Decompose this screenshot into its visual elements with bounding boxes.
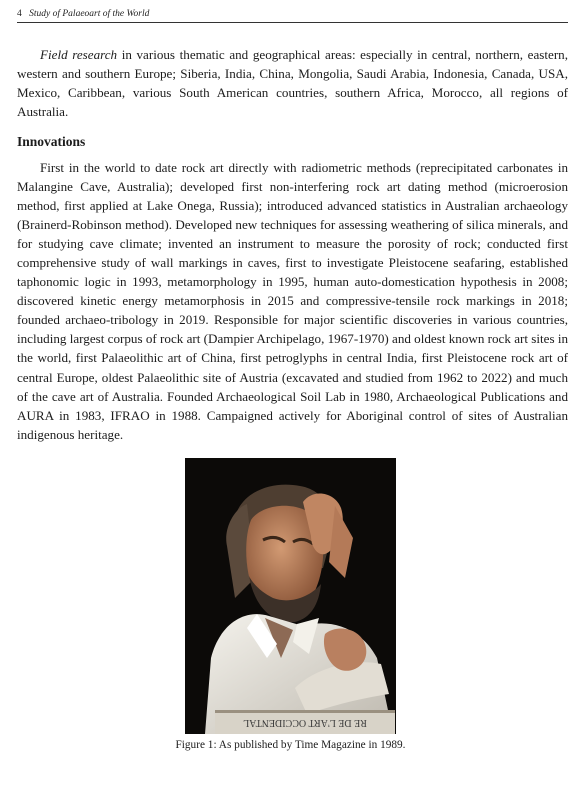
figure-caption: Figure 1: As published by Time Magazine in 1989. xyxy=(175,739,406,751)
field-research-paragraph xyxy=(17,45,568,121)
portrait-illustration xyxy=(185,458,396,734)
innovations-heading: Innovations xyxy=(17,134,86,149)
running-header xyxy=(17,9,568,23)
field-research-text: in various thematic and geographical areas: especially in central, northern, eastern, western and southern Europe; Siberia, India, China, Mongolia, Saudi Arabia, Indonesia, Canada, USA, Mexico, Caribbean, various South American countries, southern Africa, Morocco, all regions of Australia. xyxy=(17,47,569,120)
magazine-cover-text: RE DE L'ART OCCIDENTAL xyxy=(243,717,367,728)
running-title: Study of Palaeoart of the World xyxy=(29,9,150,19)
figure-photo xyxy=(185,458,396,734)
field-research-lead: Field research xyxy=(40,47,118,62)
innovations-paragraph: First in the world to date rock art directly with radiometric methods (reprecipitated carbonates in Malangine Cave, Australia); developed first non-interfering rock art dating method (microerosion method, first applied at Lake Onega, Russia); introduced advanced statistics in Australian archaeology (Brainerd-Robinson method). Developed new techniques for assessing weathering of silica minerals, and for studying cave climate; invented an instrument to measure the porosity of rock; conducted first comprehensive study of wall markings in caves, first to investigate Pleistocene seafaring, established taphonomic logic in 1993, metamorphology in 1995, human auto-domestication hypothesis in 2008; discovered kinetic energy metamorphosis in 2015 and compressive-tensile rock markings in 2018; founded archaeo-tribology in 2019. Responsible for major scientific discoveries in various countries, including largest corpus of rock art (Dampier Archipelago, 1967-1970) and oldest known rock art sites in the world, first Palaeolithic art of China, first petroglyphs in central India, first Pleistocene rock art of central Europe, oldest Palaeolithic site of Austria (excavated and studied from 1962 to 2022) and much of the cave art of Australia. Founded Archaeological Soil Lab in 1980, Archaeological Publications and AURA in 1983, IFRAO in 1988. Campaigned actively for Aboriginal control of sites of Australian indigenous heritage. xyxy=(17,160,569,442)
page-number: 4 xyxy=(17,9,22,19)
